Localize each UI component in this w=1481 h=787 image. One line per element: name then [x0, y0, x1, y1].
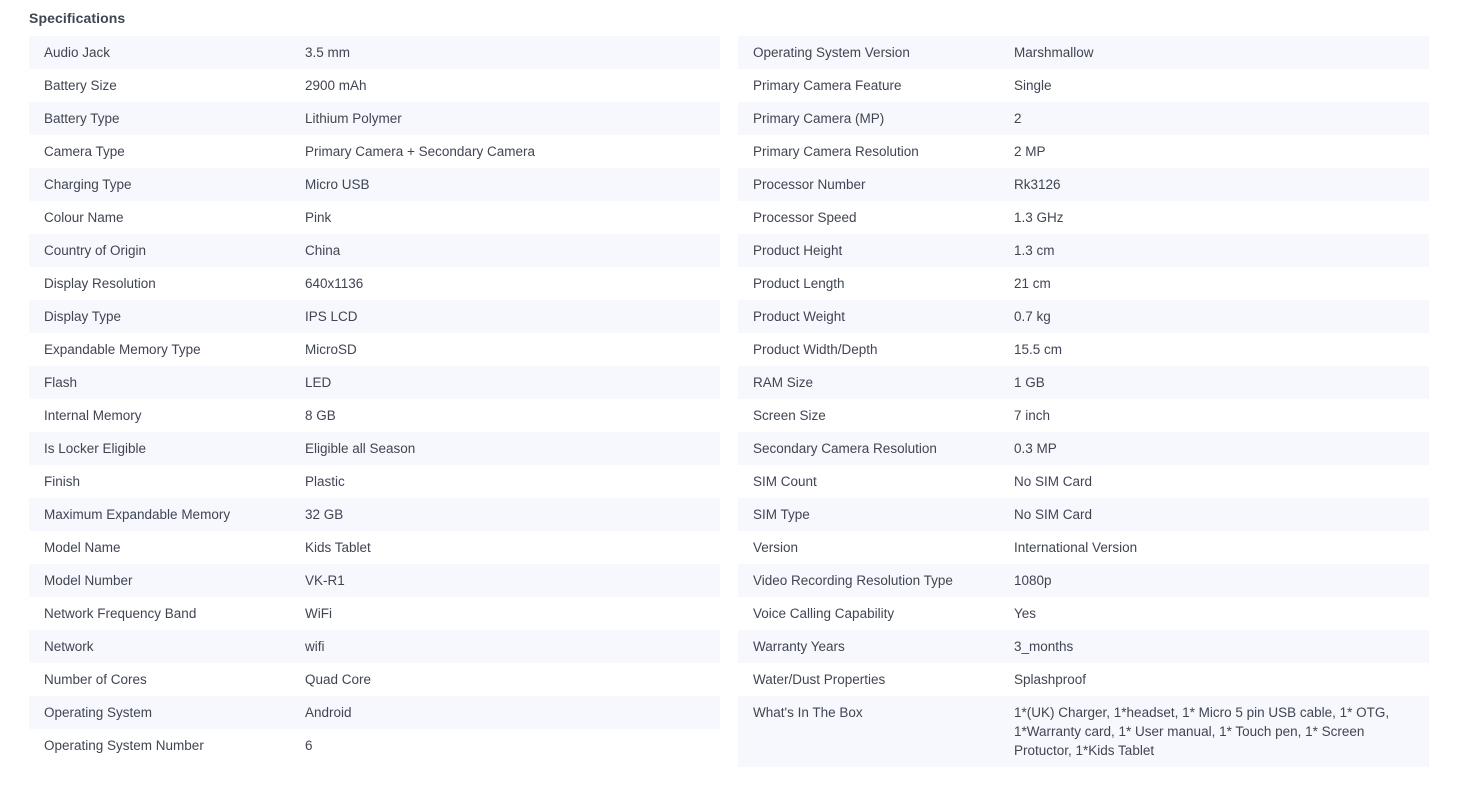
spec-key: Colour Name: [44, 210, 124, 225]
spec-key: Secondary Camera Resolution: [753, 441, 937, 456]
spec-key: Warranty Years: [753, 639, 845, 654]
spec-row: [29, 102, 720, 135]
spec-row: [29, 465, 720, 498]
spec-value: 2 MP: [1014, 144, 1046, 159]
spec-value: 1*(UK) Charger, 1*headset, 1* Micro 5 pin USB cable, 1* OTG, 1*Warranty card, 1* User manual, 1* Touch pen, 1* Screen Protuctor, 1*Kids Tablet: [1014, 705, 1390, 758]
spec-value: Splashproof: [1014, 672, 1087, 687]
spec-key: Product Width/Depth: [753, 342, 878, 357]
spec-row: [738, 399, 1429, 432]
spec-value: International Version: [1014, 540, 1138, 555]
spec-row: [738, 597, 1429, 630]
spec-key: Battery Type: [44, 111, 120, 126]
spec-value: 7 inch: [1014, 408, 1051, 423]
spec-value: Eligible all Season: [305, 441, 416, 456]
spec-key: Maximum Expandable Memory: [44, 507, 231, 522]
spec-value: 1.3 cm: [1014, 243, 1055, 258]
spec-row: [29, 663, 720, 696]
spec-value: 21 cm: [1014, 276, 1051, 291]
spec-row: [738, 663, 1429, 696]
spec-key: Network: [44, 639, 94, 654]
spec-value: 1080p: [1014, 573, 1052, 588]
spec-row: [29, 531, 720, 564]
spec-value: Kids Tablet: [305, 540, 371, 555]
spec-table-right: [738, 36, 1429, 767]
spec-key: Display Type: [44, 309, 122, 324]
spec-key: Product Weight: [753, 309, 846, 324]
spec-row: [738, 201, 1429, 234]
spec-row: [738, 531, 1429, 564]
spec-key: SIM Count: [753, 474, 817, 489]
spec-value: 1.3 GHz: [1014, 210, 1064, 225]
spec-key: Network Frequency Band: [44, 606, 197, 621]
spec-value: 2: [1014, 111, 1022, 126]
spec-value: Micro USB: [305, 177, 370, 192]
spec-row: [29, 69, 720, 102]
spec-key: Is Locker Eligible: [44, 441, 147, 456]
spec-key: Operating System Number: [44, 738, 204, 753]
spec-row: [738, 69, 1429, 102]
spec-value: 0.7 kg: [1014, 309, 1051, 324]
spec-row: [29, 366, 720, 399]
spec-key: Display Resolution: [44, 276, 156, 291]
spec-row: [738, 696, 1429, 767]
spec-row: [29, 201, 720, 234]
spec-row: [738, 465, 1429, 498]
spec-key: Processor Speed: [753, 210, 857, 225]
spec-value: China: [305, 243, 341, 258]
spec-row: [29, 729, 720, 762]
spec-value: 0.3 MP: [1014, 441, 1057, 456]
spec-row: [29, 696, 720, 729]
spec-value: 6: [305, 738, 313, 753]
spec-key: Screen Size: [753, 408, 826, 423]
spec-key: Primary Camera Feature: [753, 78, 902, 93]
spec-value: No SIM Card: [1014, 507, 1093, 522]
spec-key: Model Number: [44, 573, 133, 588]
spec-row: [738, 630, 1429, 663]
spec-value: 2900 mAh: [305, 78, 367, 93]
spec-key: Audio Jack: [44, 45, 111, 60]
spec-key: Internal Memory: [44, 408, 142, 423]
spec-value: WiFi: [305, 606, 332, 621]
section-title: Specifications: [29, 10, 126, 26]
spec-row: [29, 597, 720, 630]
spec-key: SIM Type: [753, 507, 810, 522]
spec-value: Primary Camera + Secondary Camera: [305, 144, 535, 159]
spec-value: MicroSD: [305, 342, 357, 357]
spec-key: Finish: [44, 474, 81, 489]
spec-row: [29, 630, 720, 663]
spec-value: No SIM Card: [1014, 474, 1093, 489]
spec-value: wifi: [305, 639, 325, 654]
spec-key: Number of Cores: [44, 672, 147, 687]
spec-value: Single: [1014, 78, 1052, 93]
spec-value: 15.5 cm: [1014, 342, 1063, 357]
spec-value: 3.5 mm: [305, 45, 351, 60]
spec-key: Water/Dust Properties: [753, 672, 886, 687]
spec-row: [738, 564, 1429, 597]
spec-key: Country of Origin: [44, 243, 147, 258]
spec-row: [738, 168, 1429, 201]
spec-value: LED: [305, 375, 332, 390]
spec-value: 1 GB: [1014, 375, 1045, 390]
spec-row: [738, 432, 1429, 465]
spec-key: Flash: [44, 375, 78, 390]
spec-value: 8 GB: [305, 408, 336, 423]
spec-row: [29, 135, 720, 168]
spec-row: [738, 234, 1429, 267]
spec-value: Yes: [1014, 606, 1037, 621]
spec-value: 32 GB: [305, 507, 344, 522]
spec-value: Plastic: [305, 474, 345, 489]
spec-value: 640x1136: [305, 276, 364, 291]
spec-row: [29, 168, 720, 201]
spec-row: [29, 36, 720, 69]
spec-row: [29, 234, 720, 267]
spec-row: [738, 36, 1429, 69]
spec-row: [29, 399, 720, 432]
spec-key: Camera Type: [44, 144, 125, 159]
spec-key: Primary Camera (MP): [753, 111, 885, 126]
spec-value: IPS LCD: [305, 309, 358, 324]
spec-key: What's In The Box: [753, 705, 863, 720]
spec-row: [29, 300, 720, 333]
spec-key: Operating System: [44, 705, 153, 720]
spec-key: Processor Number: [753, 177, 866, 192]
spec-key: Video Recording Resolution Type: [753, 573, 953, 588]
spec-row: [738, 102, 1429, 135]
spec-key: Product Height: [753, 243, 843, 258]
spec-value: 3_months: [1014, 639, 1074, 654]
spec-key: Battery Size: [44, 78, 117, 93]
spec-row: [738, 333, 1429, 366]
spec-table-left: [29, 36, 720, 762]
spec-row: [29, 498, 720, 531]
spec-row: [738, 498, 1429, 531]
spec-key: Charging Type: [44, 177, 132, 192]
spec-row: [29, 267, 720, 300]
spec-key: RAM Size: [753, 375, 814, 390]
spec-key: Operating System Version: [753, 45, 910, 60]
spec-row: [29, 432, 720, 465]
spec-row: [738, 366, 1429, 399]
spec-key: Expandable Memory Type: [44, 342, 201, 357]
spec-value: Android: [305, 705, 352, 720]
spec-key: Product Length: [753, 276, 845, 291]
spec-value: Marshmallow: [1014, 45, 1094, 60]
spec-key: Version: [753, 540, 799, 555]
spec-key: Model Name: [44, 540, 121, 555]
spec-row: [29, 333, 720, 366]
spec-value: Rk3126: [1014, 177, 1061, 192]
spec-row: [738, 300, 1429, 333]
spec-row: [738, 267, 1429, 300]
spec-value: VK-R1: [305, 573, 345, 588]
spec-row: [738, 135, 1429, 168]
spec-row: [29, 564, 720, 597]
spec-value: Lithium Polymer: [305, 111, 402, 126]
spec-key: Primary Camera Resolution: [753, 144, 919, 159]
spec-value: Pink: [305, 210, 332, 225]
spec-key: Voice Calling Capability: [753, 606, 895, 621]
spec-value: Quad Core: [305, 672, 372, 687]
